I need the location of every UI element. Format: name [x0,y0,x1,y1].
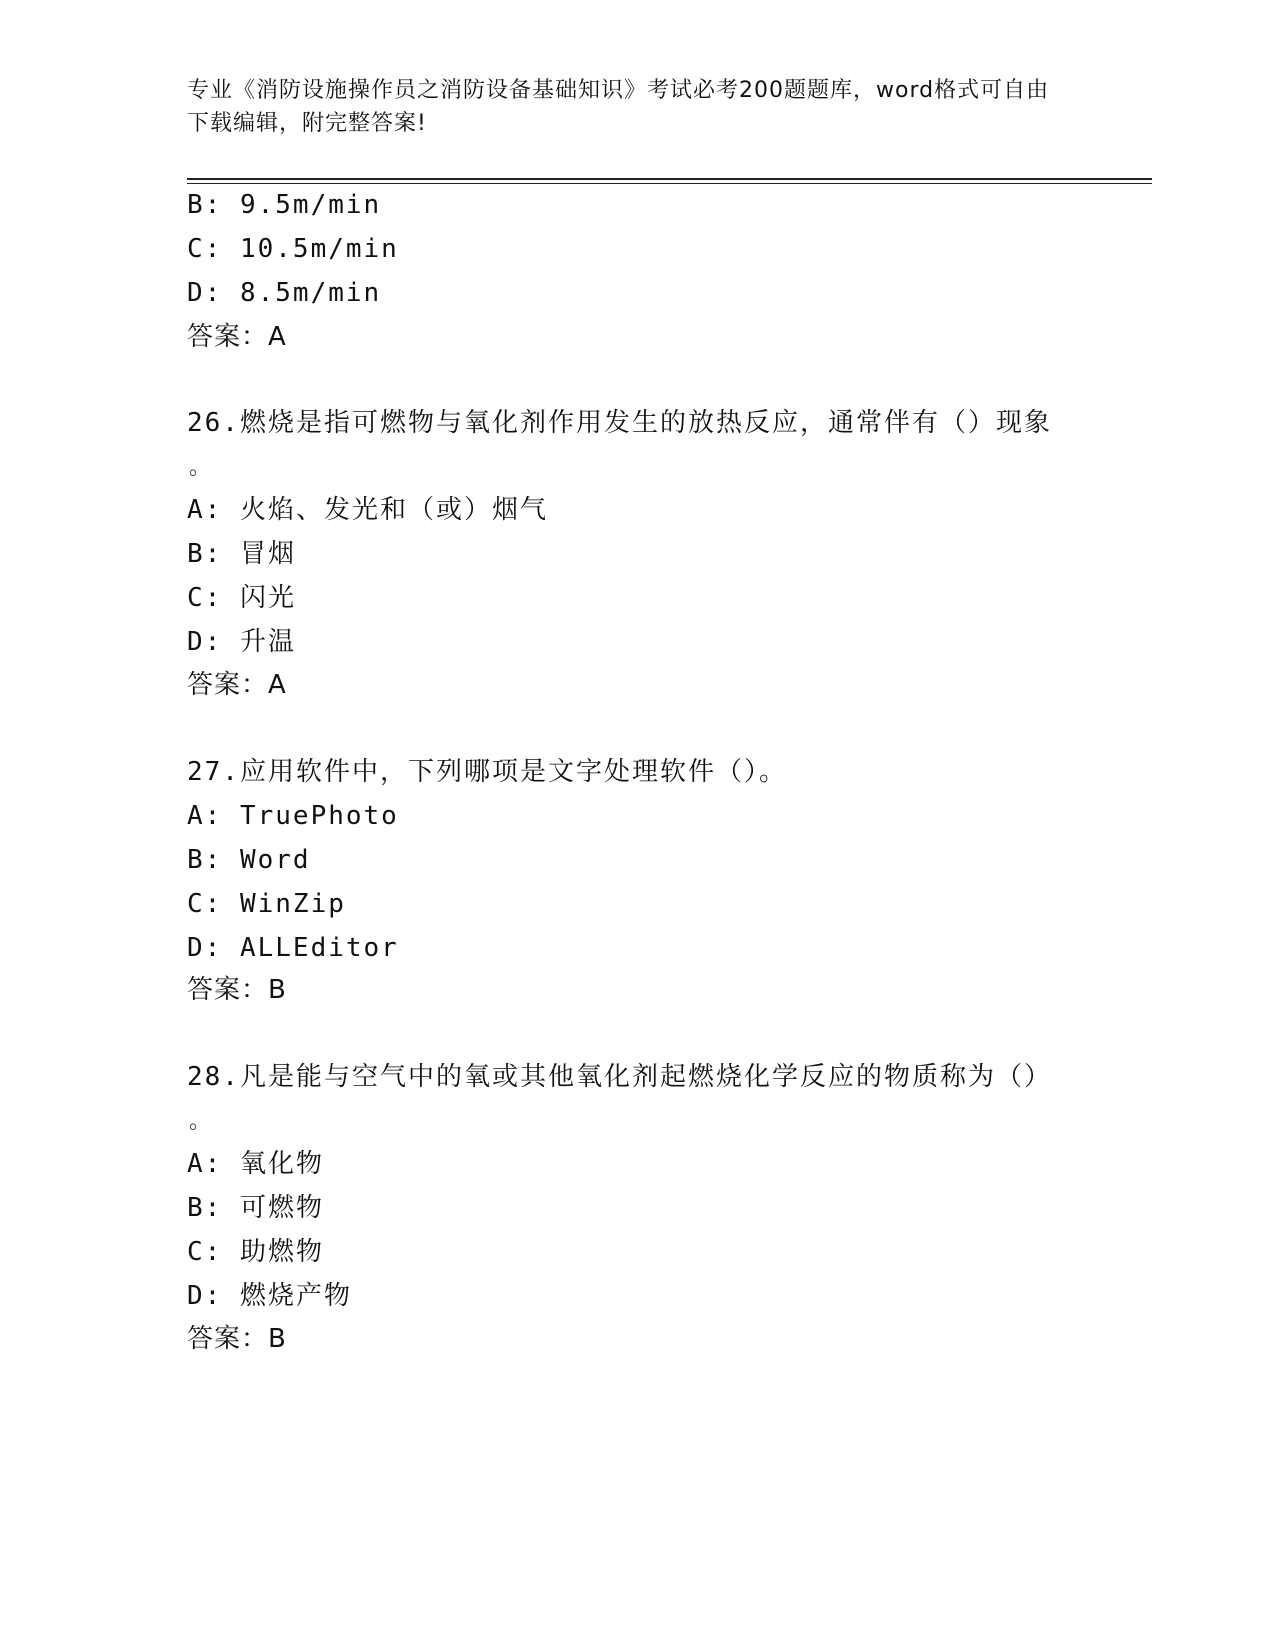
q27-stem: 27.应用软件中，下列哪项是文字处理软件（）。 [187,757,787,787]
q28-stem: 28.凡是能与空气中的氧或其他氧化剂起燃烧化学反应的物质称为（） [187,1062,1052,1092]
q28-stem-tail: 。 [189,1109,212,1134]
q26-stem: 26.燃烧是指可燃物与氧化剂作用发生的放热反应，通常伴有（）现象 [187,408,1052,438]
q28-answer: 答案：B [187,1324,287,1354]
header-rule-thin [187,183,1152,184]
q26-option-b: B: 冒烟 [187,539,296,569]
q28-option-b: B: 可燃物 [187,1193,324,1223]
q28-option-a: A: 氧化物 [187,1149,324,1179]
q27-option-c: C: WinZip [187,889,346,919]
q26-answer: 答案：A [187,670,287,700]
q26-option-a: A: 火焰、发光和（或）烟气 [187,495,548,525]
q27-option-d: D: ALLEditor [187,933,399,963]
q27-answer: 答案：B [187,975,287,1005]
document-header: 专业《消防设施操作员之消防设备基础知识》考试必考200题题库，word格式可自由下载编辑，附完整答案! [187,78,1050,136]
q25-option-c: C: 10.5m/min [187,234,399,264]
q26-option-c: C: 闪光 [187,583,296,613]
q25-option-d: D: 8.5m/min [187,278,382,308]
q28-option-c: C: 助燃物 [187,1237,324,1267]
q26-stem-tail: 。 [189,455,212,480]
header-rule-thick [187,178,1152,180]
q26-option-d: D: 升温 [187,627,296,657]
q25-option-b: B: 9.5m/min [187,190,382,220]
q27-option-b: B: Word [187,845,311,875]
q28-option-d: D: 燃烧产物 [187,1281,352,1311]
q27-option-a: A: TruePhoto [187,801,399,831]
q25-answer: 答案：A [187,322,287,352]
